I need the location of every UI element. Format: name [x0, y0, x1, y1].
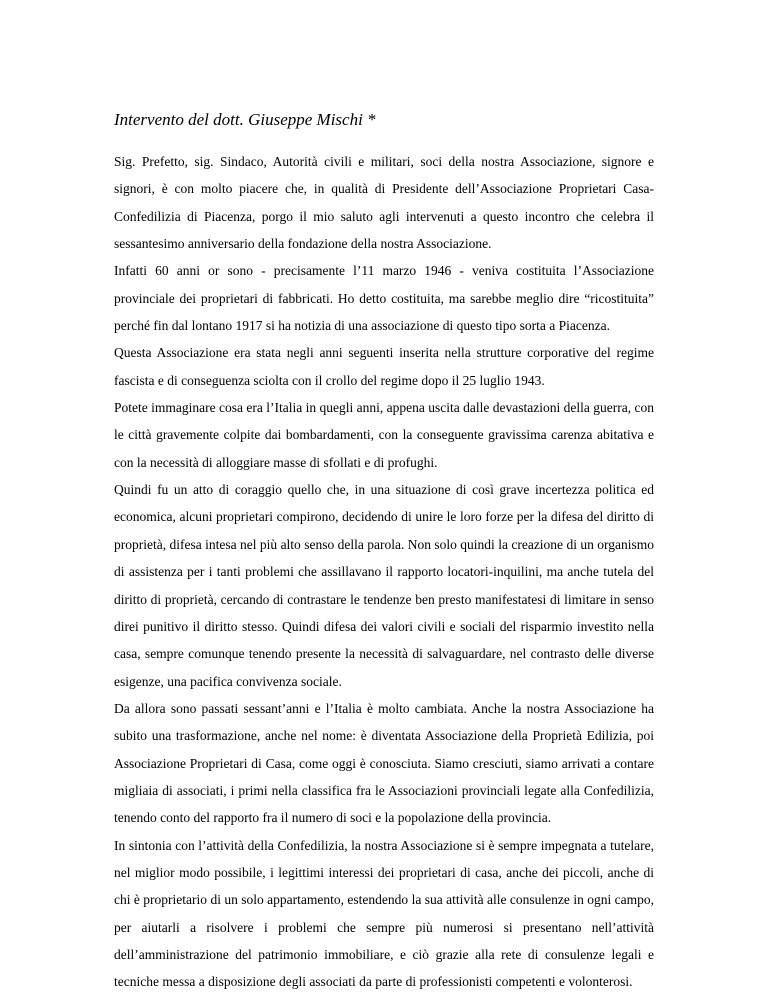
text-line: tenendo conto del rapporto fra il numero di soci e la popolazione della provincia.: [114, 810, 552, 826]
text-line: Da allora sono passati sessant’anni e l’Italia è molto cambiata. Anche la nostra Associazione ha: [114, 700, 654, 716]
document-body: [114, 148, 654, 996]
document-title: Intervento del dott. Giuseppe Mischi *: [114, 110, 376, 129]
text-line: con la necessità di alloggiare masse di sfollati e di profughi.: [114, 454, 438, 470]
text-line: Sig. Prefetto, sig. Sindaco, Autorità civili e militari, soci della nostra Associazione, signore e: [114, 154, 654, 169]
text-line: dell’amministrazione del patrimonio immobiliare, e ciò grazie alla rete di consulenze legali e: [114, 946, 654, 962]
text-line: casa, sempre comunque tenendo presente la necessità di salvaguardare, nel contrasto delle diverse: [114, 646, 654, 662]
text-line: Potete immaginare cosa era l’Italia in quegli anni, appena uscita dalle devastazioni della guerra, con: [114, 400, 654, 416]
text-line: subito una trasformazione, anche nel nome: è diventata Associazione della Proprietà Edilizia, poi: [114, 728, 654, 744]
text-line: chi è proprietario di un solo appartamento, estendendo la sua attività alle consulenze in ogni campo,: [114, 892, 654, 908]
text-line: fascista e di conseguenza sciolta con il crollo del regime dopo il 25 luglio 1943.: [114, 372, 545, 388]
text-line: sessantesimo anniversario della fondazione della nostra Associazione.: [114, 236, 492, 252]
text-line: direi punitivo il diritto stesso. Quindi difesa dei valori civili e sociali del risparmio investito nella: [114, 618, 654, 634]
text-line: migliaia di associati, i primi nella classifica fra le Associazioni provinciali legate alla Confedilizia,: [114, 782, 654, 798]
text-line: In sintonia con l’attività della Confedilizia, la nostra Associazione si è sempre impegnata a tutelare,: [114, 837, 654, 853]
text-line: provinciale dei proprietari di fabbricati. Ho detto costituita, ma sarebbe meglio dire “ricostituita”: [114, 290, 654, 306]
text-line: Confedilizia di Piacenza, porgo il mio saluto agli intervenuti a questo incontro che celebra il: [114, 208, 654, 224]
text-line: Questa Associazione era stata negli anni seguenti inserita nella strutture corporative del regime: [114, 345, 654, 361]
text-line: nel miglior modo possibile, i legittimi interessi dei proprietari di casa, anche dei piccoli, anche di: [114, 864, 654, 880]
text-line: Infatti 60 anni or sono - precisamente l’11 marzo 1946 - veniva costituita l’Associazione: [114, 263, 654, 279]
text-line: di assistenza per i tanti problemi che assillavano il rapporto locatori-inquilini, ma anche tutela del: [114, 564, 654, 580]
text-line: le città gravemente colpite dai bombardamenti, con la conseguente gravissima carenza abitativa e: [114, 427, 654, 443]
text-line: per aiutarli a risolvere i problemi che sempre più numerosi si presentano nell’attività: [114, 919, 654, 935]
text-line: diritto di proprietà, cercando di contrastare le tendenze ben presto manifestatesi di limitare in senso: [114, 591, 654, 607]
text-line: perché fin dal lontano 1917 si ha notizia di una associazione di questo tipo sorta a Piacenza.: [114, 318, 610, 334]
text-line: economica, alcuni proprietari compirono, decidendo di unire le loro forze per la difesa del diritto di: [114, 509, 654, 525]
text-line: Associazione Proprietari di Casa, come oggi è conosciuta. Siamo cresciuti, siamo arrivati a contare: [114, 755, 654, 771]
text-line: proprietà, difesa intesa nel più alto senso della parola. Non solo quindi la creazione di un organismo: [114, 536, 654, 552]
text-line: signori, è con molto piacere che, in qualità di Presidente dell’Associazione Proprietari Casa-: [114, 181, 654, 197]
text-line: Quindi fu un atto di coraggio quello che, in una situazione di così grave incertezza politica ed: [114, 482, 654, 498]
text-line: esigenze, una pacifica convivenza sociale.: [114, 673, 342, 689]
text-line: tecniche messa a disposizione degli associati da parte di professionisti competenti e volonterosi.: [114, 974, 633, 990]
